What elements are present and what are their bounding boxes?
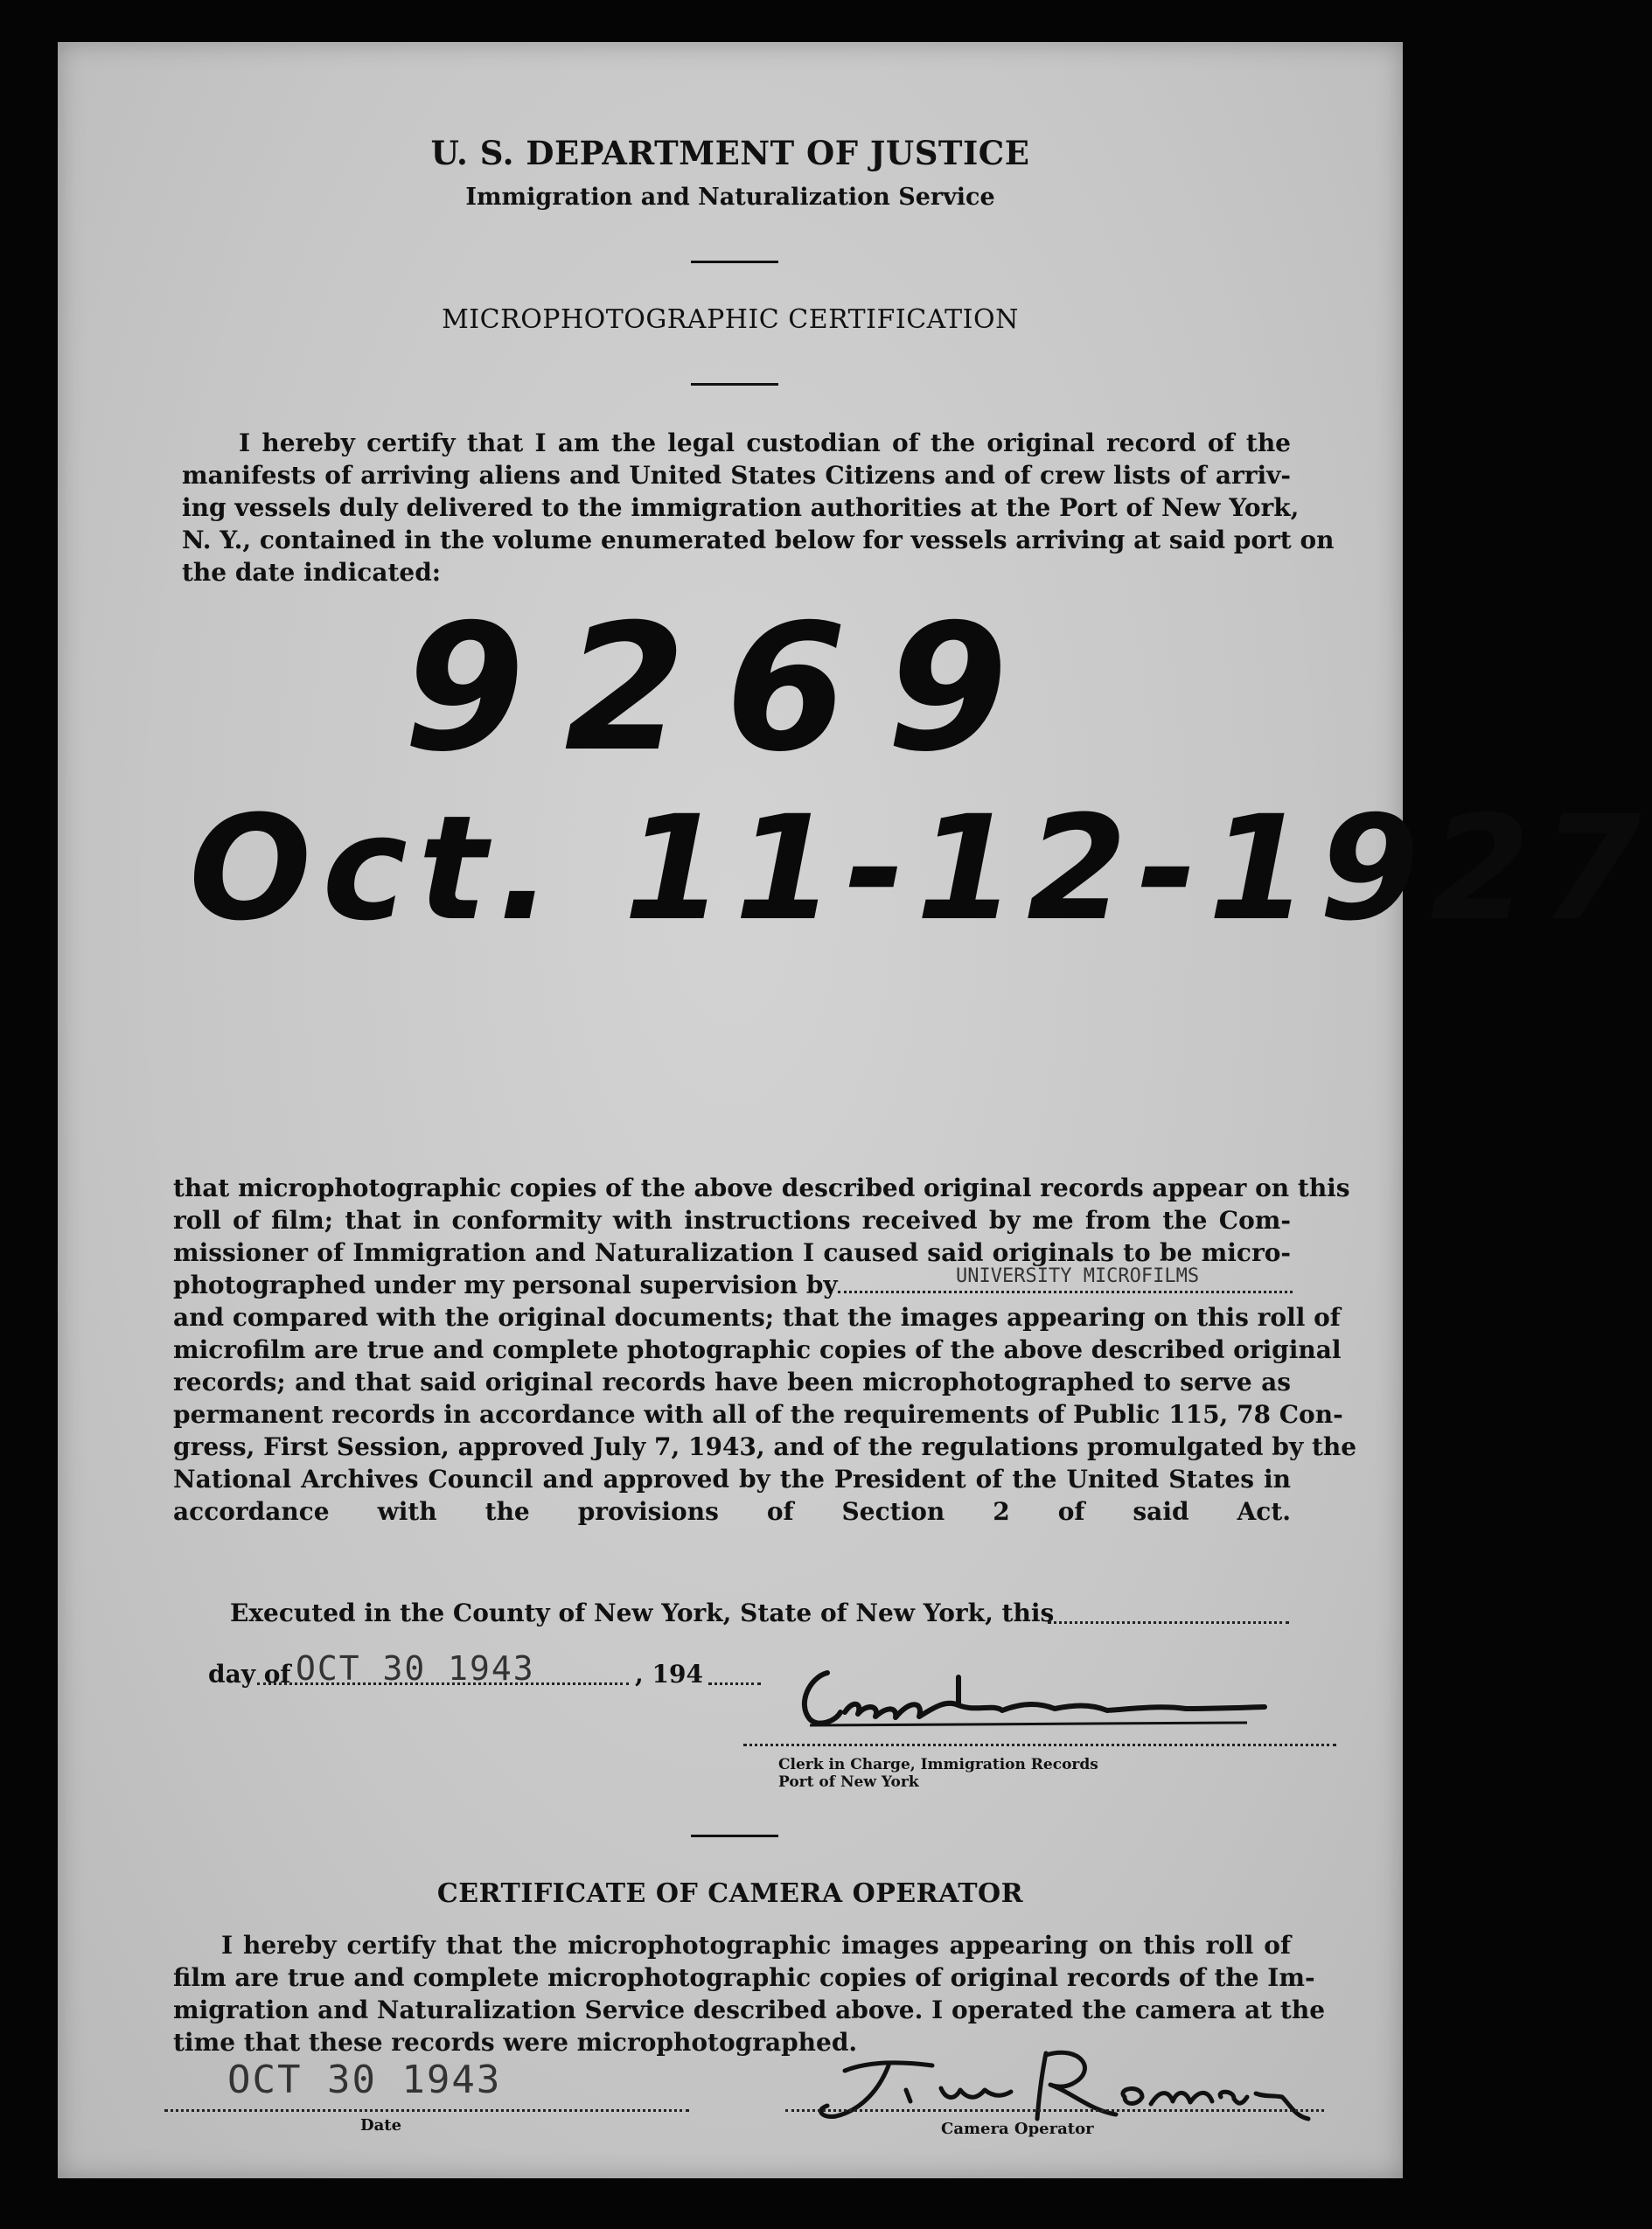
clerk-title-line: Port of New York	[778, 1773, 919, 1791]
camera-operator-label: Camera Operator	[941, 2120, 1094, 2138]
divider	[691, 261, 778, 263]
camera-operator-title: CERTIFICATE OF CAMERA OPERATOR	[436, 1878, 1024, 1909]
paragraph-line: roll of film; that in conformity with instructions received by me from the Com-	[173, 1206, 1291, 1235]
paragraph-line: that microphotographic copies of the above described original records appear on this	[173, 1174, 1350, 1202]
day-of-label: day of	[208, 1660, 291, 1689]
executed-dotted-line	[1048, 1621, 1289, 1624]
paragraph-line	[173, 1265, 1291, 1301]
paragraph-line: I hereby certify that I am the legal custodian of the original record of the	[239, 428, 1291, 457]
supervision-text: photographed under my personal supervision by	[173, 1271, 838, 1299]
paragraph-line: time that these records were microphotographed.	[173, 2028, 858, 2057]
certification-title: MICROPHOTOGRAPHIC CERTIFICATION	[442, 304, 1019, 335]
camera-operator-signature	[731, 2036, 1343, 2132]
certificate-page	[58, 42, 1652, 2178]
year-prefix: , 194	[635, 1660, 703, 1689]
divider	[691, 1835, 778, 1837]
handwritten-volume-number: 9269	[403, 587, 1048, 791]
paragraph-line: gress, First Session, approved July 7, 1943, and of the regulations promulgated by the	[173, 1432, 1357, 1461]
typed-photographer: UNIVERSITY MICROFILMS	[956, 1265, 1200, 1287]
clerk-title-line: Clerk in Charge, Immigration Records	[778, 1756, 1098, 1773]
paragraph-line: records; and that said original records have been microphotographed to serve as	[173, 1368, 1291, 1397]
paragraph-line: film are true and complete microphotographic copies of original records of the Im-	[173, 1963, 1315, 1992]
paragraph-line: I hereby certify that the microphotographic images appearing on this roll of	[221, 1931, 1291, 1960]
date-dotted-line	[164, 2109, 689, 2112]
paragraph-line: ing vessels duly delivered to the immigration authorities at the Port of New York,	[182, 493, 1300, 522]
executed-text: Executed in the County of New York, State of New York, this	[230, 1599, 1055, 1627]
clerk-signature-line	[743, 1744, 1336, 1746]
date-label: Date	[360, 2116, 402, 2135]
microfilm-paragraph	[173, 1172, 1357, 1528]
department-title: U. S. DEPARTMENT OF JUSTICE	[430, 134, 1030, 172]
date-stamp: OCT 30 1943	[296, 1649, 535, 1688]
handwritten-arrival-dates: Oct. 11-12-1927	[189, 784, 1652, 952]
paragraph-line: National Archives Council and approved by the President of the United States in	[173, 1465, 1291, 1494]
clerk-title	[778, 1756, 1098, 1791]
clerk-signature	[757, 1651, 1317, 1747]
paragraph-line: N. Y., contained in the volume enumerated below for vessels arriving at said port on	[182, 526, 1335, 554]
operator-date-stamp: OCT 30 1943	[227, 2058, 502, 2102]
paragraph-line: the date indicated:	[182, 558, 442, 587]
paragraph-line: accordance with the provisions of Section 2 of said Act.	[173, 1497, 1291, 1526]
divider	[691, 383, 778, 386]
paragraph-line: missioner of Immigration and Naturalization I caused said originals to be micro-	[173, 1238, 1291, 1267]
paragraph-line: microfilm are true and complete photographic copies of the above described original	[173, 1335, 1342, 1364]
paragraph-line: and compared with the original documents; that the images appearing on this roll of	[173, 1303, 1341, 1332]
service-title: Immigration and Naturalization Service	[465, 184, 995, 211]
operator-signature-line	[785, 2109, 1324, 2112]
custodian-paragraph	[182, 427, 1335, 589]
paragraph-line: migration and Naturalization Service described above. I operated the camera at the	[173, 1996, 1326, 2024]
paragraph-line: permanent records in accordance with all of the requirements of Public 115, 78 Con-	[173, 1400, 1343, 1429]
year-dotted-line	[708, 1682, 761, 1685]
paragraph-line: manifests of arriving aliens and United States Citizens and of crew lists of arriv-	[182, 461, 1291, 490]
